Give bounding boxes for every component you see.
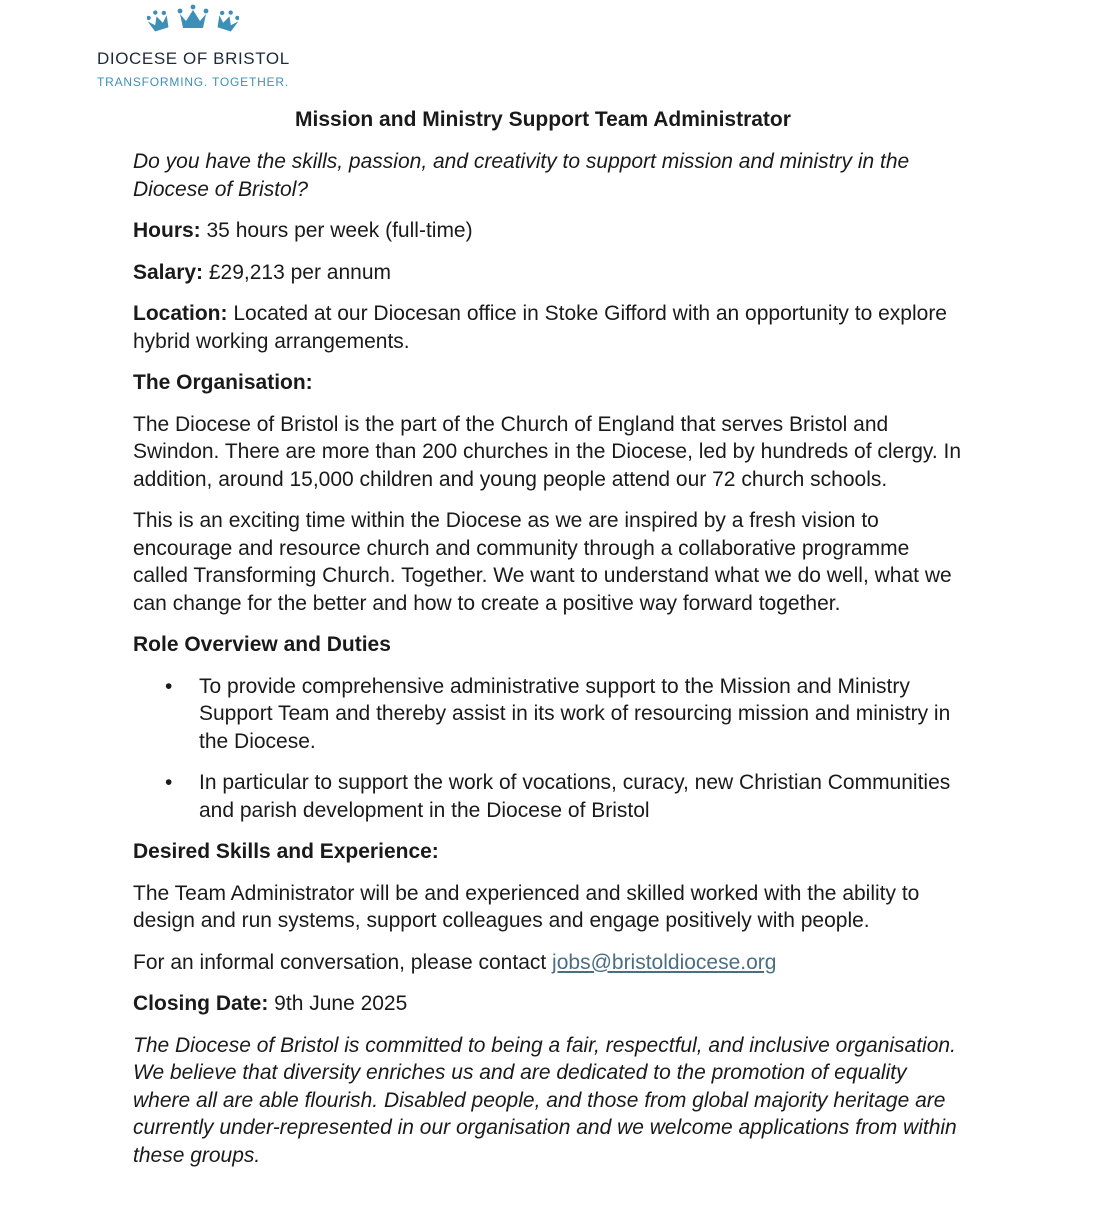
- salary-value: £29,213 per annum: [203, 260, 392, 284]
- hours-line: [133, 217, 963, 245]
- list-item: [165, 769, 963, 824]
- list-item: [165, 673, 963, 756]
- duty-text: In particular to support the work of vocations, curacy, new Christian Communities and parish development in the Diocese of Bristol: [199, 771, 951, 822]
- location-value: Located at our Diocesan office in Stoke Gifford with an opportunity to explore hybrid working arrangements.: [133, 302, 947, 353]
- salary-line: [133, 259, 963, 287]
- brand-tagline: TRANSFORMING. TOGETHER.: [97, 75, 289, 89]
- page-title: Mission and Ministry Support Team Administrator: [295, 108, 791, 131]
- closing-value: 9th June 2025: [268, 992, 408, 1015]
- location-label: Location:: [133, 302, 228, 325]
- contact-text: For an informal conversation, please contact: [133, 950, 553, 974]
- intro-text: Do you have the skills, passion, and creativity to support mission and ministry in the Diocese of Bristol?: [133, 150, 910, 201]
- contact-line: [133, 949, 963, 977]
- email-link[interactable]: jobs@bristoldiocese.org: [552, 950, 777, 974]
- role-heading: Role Overview and Duties: [133, 633, 391, 656]
- skills-heading: Desired Skills and Experience:: [133, 840, 439, 863]
- bullet-icon: •: [165, 771, 173, 794]
- inclusion-statement: The Diocese of Bristol is committed to being a fair, respectful, and inclusive organisation. We believe that diversity enriches us and are dedicated to the promotion of equality where all are able flourish. Disabled people, and those from global majority heritage are currently under-represented in our organisation and we welcome applications from within these groups.: [133, 1033, 957, 1167]
- closing-label: Closing Date:: [133, 992, 269, 1015]
- bullet-icon: •: [165, 674, 173, 698]
- organisation-paragraph-1: The Diocese of Bristol is the part of the Church of England that serves Bristol and Swindon. There are more than 200 churches in the Diocese, led by hundreds of clergy. In addition, around 15,000 children and young people attend our 72 church schools.: [133, 412, 962, 491]
- organisation-heading: The Organisation:: [133, 371, 313, 394]
- hours-value: 35 hours per week (full-time): [200, 219, 473, 242]
- crowns-icon: [147, 4, 239, 38]
- skills-text: The Team Administrator will be and experienced and skilled worked with the ability to design and run systems, support colleagues and engage positively with people.: [133, 881, 920, 932]
- duties-list: [133, 673, 963, 825]
- salary-label: Salary:: [133, 260, 204, 284]
- location-line: [133, 300, 963, 355]
- logo: [97, 4, 297, 88]
- brand-name: DIOCESE OF BRISTOL: [97, 49, 290, 68]
- hours-label: Hours:: [133, 219, 201, 242]
- closing-line: [133, 990, 963, 1018]
- document-body: [133, 106, 963, 1183]
- organisation-paragraph-2: This is an exciting time within the Diocese as we are inspired by a fresh vision to encourage and resource church and community through a collaborative programme called Transforming Church. Together. We want to understand what we do well, what we can change for the better and how to create a positive way forward together.: [133, 509, 952, 615]
- duty-text: To provide comprehensive administrative support to the Mission and Ministry Support Team and thereby assist in its work of resourcing mission and ministry in the Diocese.: [199, 674, 951, 753]
